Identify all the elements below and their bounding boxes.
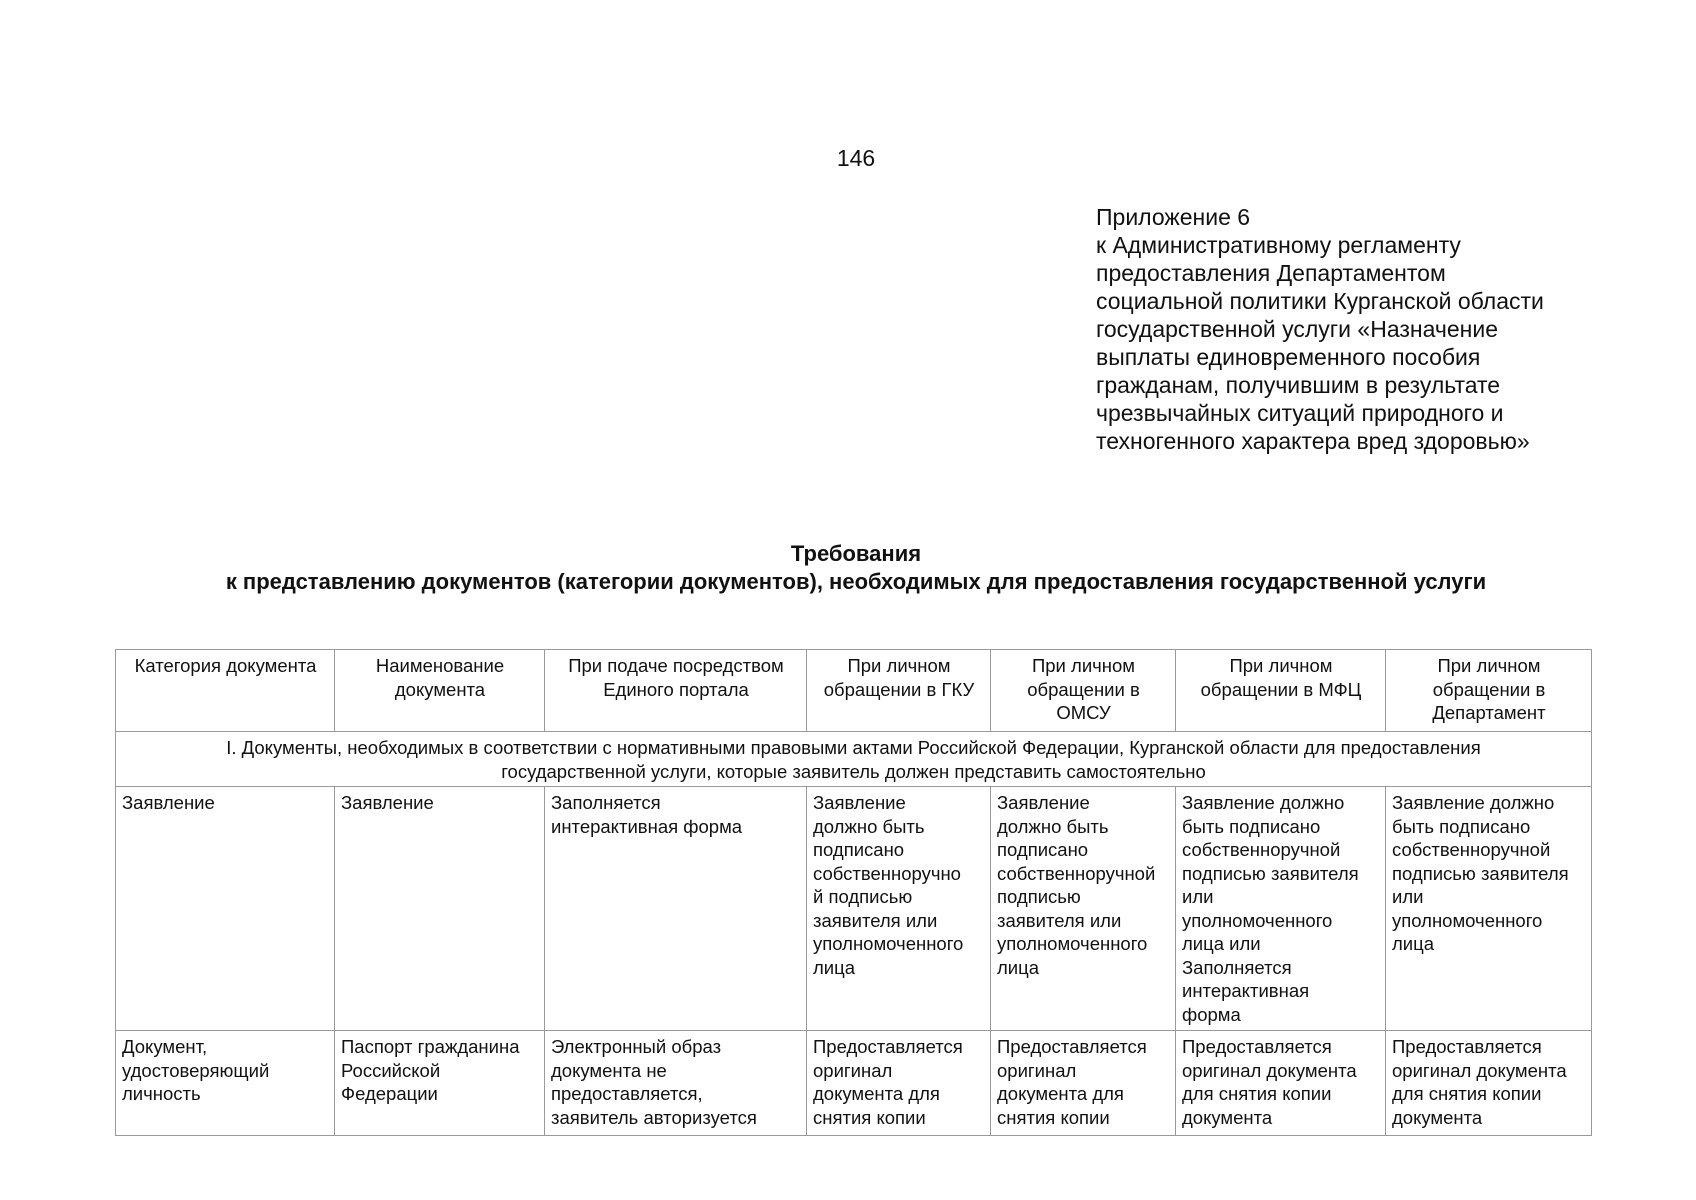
table-cell-line: Заявление	[341, 792, 434, 813]
table-cell-line: подписью	[997, 886, 1081, 907]
table-cell-line: собственноручной	[997, 862, 1156, 884]
column-header	[335, 650, 545, 732]
table-cell	[807, 787, 991, 1031]
column-header-line: документа	[394, 678, 486, 700]
table-cell-line: собственноручно	[813, 862, 961, 884]
table-cell-line: Предоставляется	[813, 1036, 963, 1057]
table-cell-line: собственноручной	[1392, 839, 1551, 860]
table-cell-line: подписью заявителя	[1392, 862, 1569, 884]
appendix-line: Приложение 6	[1096, 204, 1251, 230]
document-title	[0, 540, 1696, 596]
table-cell	[1176, 787, 1386, 1031]
appendix-line: социальной политики Курганской области	[1096, 288, 1544, 314]
table-cell-line: должно быть	[813, 815, 925, 837]
table-cell-line: Предоставляется	[1392, 1036, 1542, 1057]
table-cell	[545, 787, 807, 1031]
table-cell-line: интерактивная форма	[551, 815, 743, 837]
table-cell-line: удостоверяющий	[122, 1059, 270, 1081]
requirements-table	[115, 649, 1592, 1136]
table-cell-line: й подписью	[813, 886, 913, 907]
table-cell-line: заявитель авторизуется	[551, 1106, 757, 1128]
table-cell-line: лица	[1392, 933, 1435, 954]
appendix-line: государственной услуги «Назначение	[1096, 316, 1499, 342]
table-cell	[1386, 787, 1592, 1031]
table-cell-line: для снятия копии	[1182, 1083, 1332, 1104]
table-cell	[1386, 1031, 1592, 1136]
appendix-line: к Административному регламенту	[1096, 232, 1461, 258]
table-cell-line: Заполняется	[551, 792, 661, 813]
table-cell-line: заявителя или	[813, 909, 938, 931]
column-header-line: При личном	[847, 655, 951, 676]
table-cell-line: Предоставляется	[1182, 1036, 1332, 1057]
table-cell-line: быть подписано	[1392, 815, 1531, 837]
column-header-line: При личном	[1229, 655, 1333, 676]
table-cell-line: подписано	[813, 839, 905, 860]
appendix-line: чрезвычайных ситуаций природного и	[1096, 400, 1504, 426]
table-cell-line: Документ,	[122, 1036, 208, 1057]
table-cell-line: или	[1182, 886, 1214, 907]
table-cell-line: оригинал	[997, 1059, 1077, 1081]
table-cell-line: Паспорт гражданина	[341, 1036, 520, 1057]
table-cell	[991, 1031, 1176, 1136]
page-number: 146	[836, 145, 876, 171]
table-row	[116, 787, 1592, 1031]
table-cell-line: Заявление должно	[1182, 792, 1345, 813]
column-header-line: обращении в	[1432, 678, 1546, 700]
appendix-line: гражданам, получившим в результате	[1096, 372, 1501, 398]
column-header	[545, 650, 807, 732]
appendix-line: предоставления Департаментом	[1096, 260, 1446, 286]
title-line-1: Требования	[790, 541, 922, 566]
column-header-line: Департамент	[1432, 702, 1546, 723]
table-cell-line: быть подписано	[1182, 815, 1321, 837]
table-cell-line: личность	[122, 1083, 201, 1104]
table-cell-line: Заявление	[813, 792, 906, 813]
table-cell-line: Предоставляется	[997, 1036, 1147, 1057]
appendix-reference	[1096, 203, 1656, 455]
section-line: I. Документы, необходимых в соответствии с нормативными правовыми актами Российской Федерации, Курганской области для предоставления	[226, 737, 1481, 758]
column-header	[1176, 650, 1386, 732]
table-cell	[1176, 1031, 1386, 1136]
table-cell-line: Федерации	[341, 1083, 438, 1104]
table-cell-line: подписью заявителя	[1182, 862, 1359, 884]
table-header-row	[116, 650, 1592, 732]
table-cell-line: интерактивная	[1182, 980, 1310, 1001]
table-cell	[335, 1031, 545, 1136]
column-header-line: При личном	[1437, 655, 1541, 676]
table-cell-line: снятия копии	[997, 1106, 1110, 1128]
column-header-line: обращении в МФЦ	[1200, 678, 1362, 700]
table-cell-line: документа для	[813, 1083, 940, 1104]
table-cell-line: оригинал документа	[1392, 1059, 1567, 1081]
table-cell-line: лица или	[1182, 933, 1261, 954]
table-cell-line: форма	[1182, 1003, 1241, 1025]
column-header	[991, 650, 1176, 732]
column-header-line: обращении в ГКУ	[823, 678, 975, 700]
table-cell-line: Заявление	[997, 792, 1090, 813]
column-header-line: Категория документа	[134, 655, 317, 676]
table-cell-line: Заявление должно	[1392, 792, 1555, 813]
table-cell-line: Заполняется	[1182, 956, 1292, 978]
section-heading	[116, 732, 1592, 787]
appendix-line: техногенного характера вред здоровью»	[1096, 428, 1530, 454]
table-cell	[335, 787, 545, 1031]
column-header	[1386, 650, 1592, 732]
table-cell-line: лица	[997, 956, 1040, 978]
section-line: государственной услуги, которые заявитель должен представить самостоятельно	[501, 760, 1206, 782]
table-cell-line: предоставляется,	[551, 1083, 703, 1104]
column-header-line: При подаче посредством	[568, 655, 784, 676]
table-cell-line: документа	[1392, 1106, 1483, 1128]
table-cell-line: Российской	[341, 1059, 441, 1081]
section-row	[116, 732, 1592, 787]
table-cell-line: Заявление	[122, 792, 215, 813]
column-header-line: Наименование	[375, 655, 505, 676]
table-cell	[116, 1031, 335, 1136]
column-header	[116, 650, 335, 732]
table-cell-line: документа для	[997, 1083, 1124, 1104]
column-header-line: При личном	[1031, 655, 1136, 676]
table-cell	[991, 787, 1176, 1031]
table-cell-line: уполномоченного	[997, 933, 1148, 954]
table-cell-line: оригинал документа	[1182, 1059, 1357, 1081]
appendix-line: выплаты единовременного пособия	[1096, 344, 1481, 370]
table-cell-line: должно быть	[997, 815, 1109, 837]
table-cell-line: собственноручной	[1182, 839, 1341, 860]
table-cell-line: уполномоченного	[1392, 909, 1543, 931]
table-cell	[545, 1031, 807, 1136]
table-cell-line: или	[1392, 886, 1424, 907]
table-cell-line: заявителя или	[997, 909, 1122, 931]
table-cell-line: снятия копии	[813, 1106, 926, 1128]
table-cell-line: документа	[1182, 1106, 1273, 1128]
column-header-line: Единого портала	[603, 678, 749, 700]
column-header-line: обращении в	[1027, 678, 1140, 700]
column-header	[807, 650, 991, 732]
title-line-2: к представлению документов (категории документов), необходимых для предоставления государственной услуги	[225, 569, 1487, 594]
table-cell-line: для снятия копии	[1392, 1083, 1542, 1104]
column-header-line: ОМСУ	[1056, 702, 1111, 723]
table-cell-line: документа не	[551, 1059, 667, 1081]
table-cell-line: уполномоченного	[813, 933, 964, 954]
table-cell-line: лица	[813, 956, 856, 978]
table-cell-line: оригинал	[813, 1059, 893, 1081]
table-cell	[807, 1031, 991, 1136]
table-cell	[116, 787, 335, 1031]
table-cell-line: Электронный образ	[551, 1036, 722, 1057]
table-cell-line: подписано	[997, 839, 1089, 860]
table-row	[116, 1031, 1592, 1136]
table-cell-line: уполномоченного	[1182, 909, 1333, 931]
